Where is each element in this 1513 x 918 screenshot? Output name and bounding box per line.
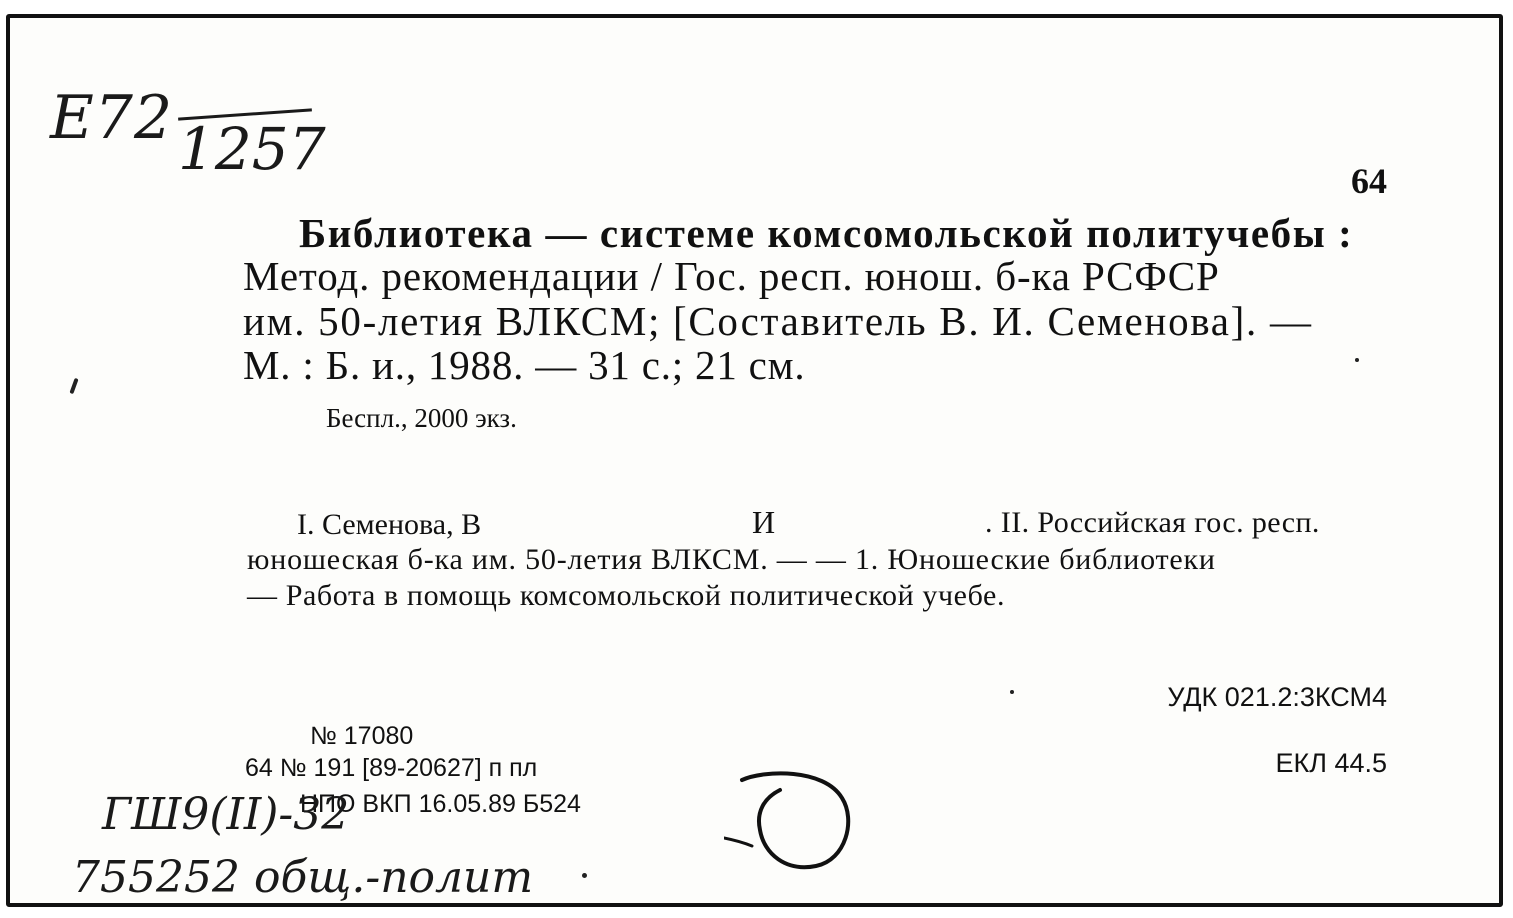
- ink-speck: [582, 873, 587, 878]
- handwritten-line-1: ГШ9(II)-32: [102, 789, 350, 840]
- ekl-code: ЕКЛ 44.5: [1275, 748, 1387, 778]
- ink-speck: [69, 378, 78, 394]
- udk-code: УДК 021.2:3КСМ4: [1167, 682, 1387, 712]
- author-mark: 1257: [178, 115, 326, 183]
- print-line-1: № 17080: [310, 722, 414, 750]
- ink-speck: [1010, 690, 1014, 694]
- tracing-line-1-b: И: [752, 504, 776, 540]
- title-line-2: Метод. рекомендации / Гос. респ. юнош. б-ка РСФСР: [243, 253, 1220, 299]
- title-line-3: им. 50-летия ВЛКСМ; [Составитель В. И. Семенова]. —: [243, 298, 1313, 344]
- ink-speck: [1355, 358, 1359, 362]
- tracing-line-1-a: I. Семенова, В: [297, 508, 482, 541]
- stamp-circle-icon: [724, 768, 864, 878]
- title-line-1: Библиотека — системе комсомольской политучебы :: [299, 210, 1354, 256]
- price-note: Беспл., 2000 экз.: [326, 403, 517, 433]
- handwritten-line-2: 755252 общ.-полит: [72, 852, 534, 903]
- card-number: 64: [1351, 161, 1387, 201]
- shelf-code: Е72: [50, 83, 174, 153]
- tracing-line-3: — Работа в помощь комсомольской политической учебе.: [247, 579, 1006, 612]
- title-line-4: М. : Б. и., 1988. — 31 с.; 21 см.: [243, 342, 806, 388]
- print-line-2: 64 № 191 [89-20627] п пл: [245, 754, 538, 782]
- tracing-line-1-c: . II. Российская гос. респ.: [985, 506, 1320, 539]
- tracing-line-2: юношеская б-ка им. 50-летия ВЛКСМ. — — 1. Юношеские библиотеки: [247, 543, 1216, 576]
- print-line-3: НПО ВКП 16.05.89 Б524: [300, 790, 581, 818]
- catalog-card: [6, 14, 1503, 907]
